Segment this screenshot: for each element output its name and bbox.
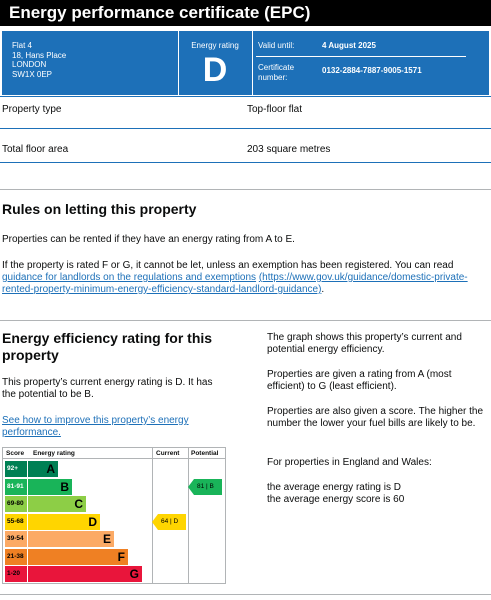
landlord-guidance-link[interactable]: guidance for landlords on the regulations and exemptions [2, 272, 257, 283]
improve-performance-link[interactable]: See how to improve this property’s energy performance. [2, 415, 189, 438]
band-bar-c [28, 496, 86, 512]
address-line: LONDON [12, 60, 47, 69]
summary-panel [2, 31, 489, 95]
band-score-d: 55-68 [5, 514, 27, 530]
divider [0, 96, 491, 97]
floor-area-value: 203 square metres [247, 144, 331, 155]
band-bar-b [28, 479, 72, 495]
address-line: SW1X 0EP [12, 69, 53, 79]
divider [178, 31, 179, 95]
valid-until-value: 4 August 2025 [322, 41, 376, 50]
current-header: Current [156, 450, 180, 457]
rating-header: Energy rating [33, 450, 75, 457]
efficiency-heading: Energy efficiency rating for this property [2, 330, 213, 363]
region-text: For properties in England and Wales: [267, 457, 432, 468]
address-line: Flat 4 [12, 41, 33, 50]
score-explanation: Properties are also given a score. The higher the number the lower your fuel bills are likely to be. [267, 406, 484, 429]
section-divider [0, 189, 491, 190]
graph-explanation: The graph shows this property’s current and potential energy efficiency. [267, 332, 462, 355]
guidance-url[interactable]: (https://www.gov.uk/guidance/domestic-private-rented-property-minimum-energy-efficiency-standard-landlord-guidance) [2, 272, 468, 295]
energy-rating-label: Energy rating [191, 41, 239, 50]
rules-paragraph [2, 260, 488, 296]
current-rating-text: This property’s current energy rating is D. It has the potential to be B. [2, 377, 213, 400]
valid-until-label: Valid until: [258, 41, 295, 50]
section-divider [0, 320, 491, 321]
band-score-f: 21-38 [5, 549, 27, 565]
rating-scale-text: Properties are given a rating from A (most efficient) to G (least efficient). [267, 369, 452, 392]
band-bar-f [28, 549, 128, 565]
property-type-label: Property type [2, 104, 62, 115]
band-letter: A [46, 462, 55, 476]
band-bar-d [28, 514, 100, 530]
address [12, 41, 66, 79]
band-score-e: 39-54 [5, 531, 27, 547]
current-rating-marker [158, 514, 186, 530]
band-score-c: 69-80 [5, 496, 27, 512]
certificate-label-line: Certificate [258, 63, 295, 72]
band-score-g: 1-20 [5, 566, 27, 582]
band-letter: B [60, 479, 69, 494]
divider [0, 162, 491, 163]
rules-paragraph: Properties can be rented if they have an energy rating from A to E. [2, 234, 295, 245]
floor-area-label: Total floor area [2, 144, 69, 155]
address-line: 18, Hans Place [12, 50, 67, 60]
potential-header: Potential [191, 450, 219, 457]
band-letter: C [74, 497, 83, 511]
certificate-label [258, 63, 294, 83]
current-rating-marker-label: 64 | D [161, 517, 179, 525]
property-type-value: Top-floor flat [247, 104, 303, 115]
band-score-a: 92+ [5, 461, 27, 477]
divider [252, 31, 253, 95]
band-letter: D [88, 514, 97, 529]
certificate-number: 0132-2884-7887-9005-1571 [322, 66, 422, 75]
rules-text: . [321, 284, 325, 295]
chart-divider [3, 458, 225, 459]
marker-arrow [152, 514, 158, 530]
band-bar-a [28, 461, 58, 477]
energy-rating-letter: D [202, 51, 228, 89]
band-letter: G [129, 567, 139, 581]
band-letter: E [102, 532, 111, 546]
potential-rating-marker [194, 479, 222, 495]
certificate-label-line: number: [258, 73, 288, 82]
potential-rating-marker-label: 81 | B [197, 482, 214, 490]
band-score-b: 81-91 [5, 479, 27, 495]
energy-rating-chart [2, 447, 226, 584]
band-bar-g [28, 566, 142, 582]
score-header: Score [6, 450, 25, 457]
rules-text: If the property is rated F or G, it cannot be let, unless an exemption has been registered. You can read [2, 260, 454, 271]
divider [0, 128, 491, 129]
divider [256, 56, 466, 57]
average-score-text: the average energy score is 60 [267, 494, 405, 505]
band-letter: F [117, 549, 125, 564]
chart-divider [188, 448, 189, 583]
section-divider [0, 594, 491, 595]
page-title: Energy performance certificate (EPC) [0, 0, 491, 26]
rules-heading: Rules on letting this property [2, 201, 197, 217]
average-rating-text: the average energy rating is D [267, 482, 401, 493]
marker-arrow [188, 479, 194, 495]
band-bar-e [28, 531, 114, 547]
